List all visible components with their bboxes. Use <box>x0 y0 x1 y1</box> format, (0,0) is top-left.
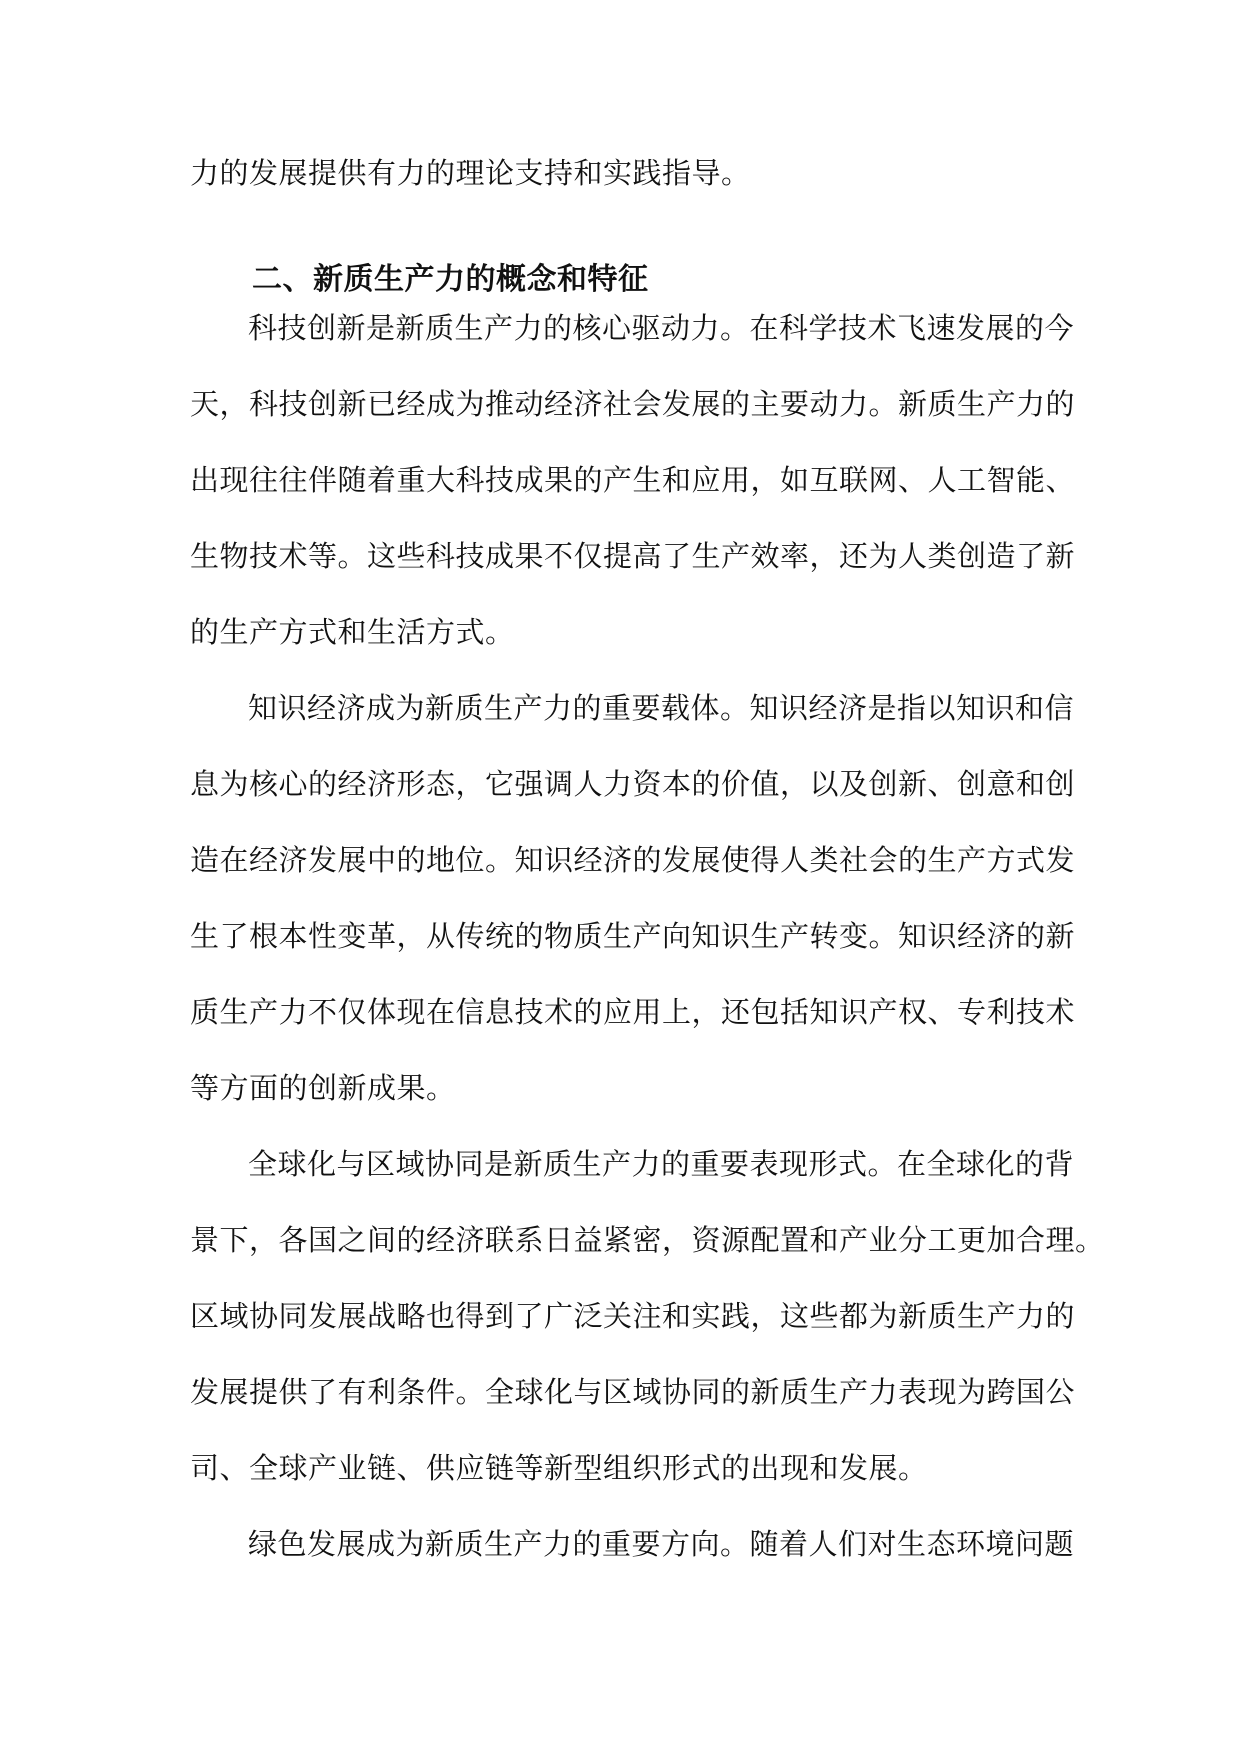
section-heading: 二、新质生产力的概念和特征 <box>252 262 649 297</box>
continuation-line: 力的发展提供有力的理论支持和实践指导。 <box>190 156 751 190</box>
paragraph-line: 发展提供了有利条件。全球化与区域协同的新质生产力表现为跨国公 <box>190 1375 1076 1409</box>
paragraph-line: 景下，各国之间的经济联系日益紧密，资源配置和产业分工更加合理。 <box>190 1223 1105 1257</box>
paragraph-line: 全球化与区域协同是新质生产力的重要表现形式。在全球化的背 <box>248 1147 1075 1181</box>
paragraph-line: 司、全球产业链、供应链等新型组织形式的出现和发展。 <box>190 1451 928 1485</box>
paragraph-line: 天，科技创新已经成为推动经济社会发展的主要动力。新质生产力的 <box>190 387 1076 421</box>
paragraph-line: 等方面的创新成果。 <box>190 1071 456 1105</box>
paragraph-line: 科技创新是新质生产力的核心驱动力。在科学技术飞速发展的今 <box>248 311 1075 345</box>
paragraph-line: 造在经济发展中的地位。知识经济的发展使得人类社会的生产方式发 <box>190 843 1076 877</box>
paragraph-line: 的生产方式和生活方式。 <box>190 615 515 649</box>
paragraph-line: 息为核心的经济形态，它强调人力资本的价值，以及创新、创意和创 <box>190 767 1076 801</box>
paragraph-1 <box>190 290 1076 670</box>
paragraph-line: 生物技术等。这些科技成果不仅提高了生产效率，还为人类创造了新 <box>190 539 1076 573</box>
paragraph-line: 绿色发展成为新质生产力的重要方向。随着人们对生态环境问题 <box>248 1527 1075 1561</box>
paragraph-line: 质生产力不仅体现在信息技术的应用上，还包括知识产权、专利技术 <box>190 995 1076 1029</box>
paragraph-line: 区域协同发展战略也得到了广泛关注和实践，这些都为新质生产力的 <box>190 1299 1076 1333</box>
paragraph-3 <box>190 1126 1105 1506</box>
paragraph-4 <box>190 1506 1075 1582</box>
paragraph-line: 生了根本性变革，从传统的物质生产向知识生产转变。知识经济的新 <box>190 919 1076 953</box>
paragraph-line: 出现往往伴随着重大科技成果的产生和应用，如互联网、人工智能、 <box>190 463 1076 497</box>
paragraph-2 <box>190 670 1076 1126</box>
paragraph-line: 知识经济成为新质生产力的重要载体。知识经济是指以知识和信 <box>248 691 1075 725</box>
